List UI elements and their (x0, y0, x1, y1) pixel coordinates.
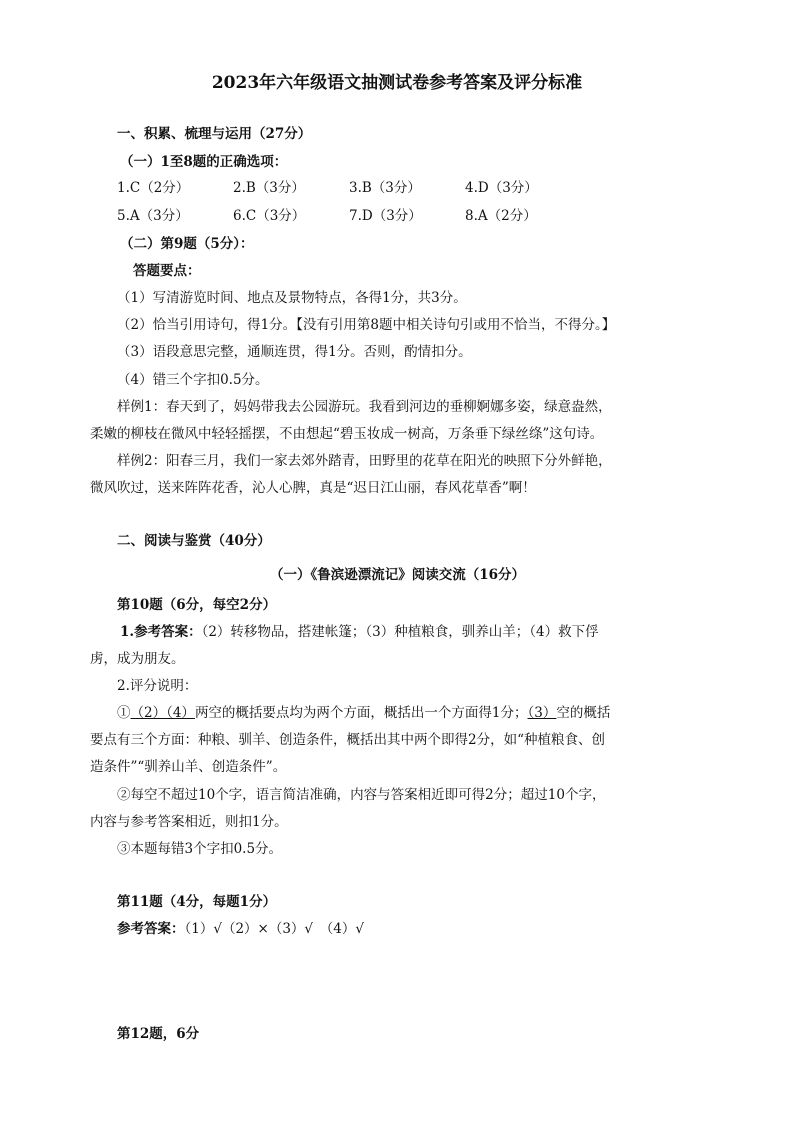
question-10-heading: 第10题（6分，每空2分） (117, 597, 277, 613)
rule-2-line-1: ②每空不超过10个字，语言简洁准确，内容与答案相近即可得2分；超过10个字， (117, 787, 606, 803)
page-title: 2023年六年级语文抽测试卷参考答案及评分标准 (211, 73, 583, 93)
point-2: （2）恰当引用诗句，得1分。【没有引用第8题中相关诗句引或用不恰当，不得分。】 (117, 317, 616, 333)
example-2-line-1: 样例2：阳春三月，我们一家去郊外踏青，田野里的花草在阳光的映照下分外鲜艳， (117, 453, 612, 469)
points-label: 答题要点： (133, 263, 201, 279)
rule-1-underline-1: （2）（4） (130, 705, 195, 721)
answer-label: 1.参考答案： (120, 624, 202, 640)
point-1: （1）写清游览时间、地点及景物特点，各得1分，共3分。 (117, 290, 467, 306)
question-11-heading: 第11题（4分，每题1分） (117, 894, 277, 910)
rule-3: ③本题每错3个字扣0.5分。 (117, 841, 283, 857)
rule-1-line-3: 造条件”“驯养山羊、创造条件”。 (90, 759, 287, 775)
example-1-line-1: 样例1：春天到了，妈妈带我去公园游玩。我看到河边的垂柳婀娜多姿，绿意盎然， (117, 399, 612, 415)
question-11-answer (117, 920, 364, 938)
answer-text: （2）转移物品，搭建帐篷；（3）种植粮食，驯养山羊；（4）救下俘 (201, 624, 599, 640)
answer-6: 6.C（3分） (233, 208, 306, 224)
rule-1-line-1 (117, 704, 610, 722)
point-3: （3）语段意思完整，通顺连贯，得1分。否则，酌情扣分。 (117, 344, 472, 360)
answer-5: 5.A（3分） (117, 208, 189, 224)
answer-3: 3.B（3分） (349, 180, 421, 196)
answer-1: 1.C（2分） (117, 180, 190, 196)
example-1-line-2: 柔嫩的柳枝在微风中轻轻摇摆，不由想起“碧玉妆成一树高，万条垂下绿丝绦”这句诗。 (90, 426, 604, 442)
answer-4: 4.D（3分） (465, 180, 538, 196)
rule-1-underline-2: （3） (527, 705, 557, 721)
subsection-2-heading: （二）第9题（5分）： (120, 236, 254, 252)
question-10-answer-cont: 虏，成为朋友。 (90, 651, 185, 667)
answer-8: 8.A（2分） (465, 208, 537, 224)
question-12-heading: 第12题，6分 (117, 1026, 200, 1042)
example-2-line-2: 微风吹过，送来阵阵花香，沁人心脾，真是“迟日江山丽，春风花草香”啊！ (90, 480, 536, 496)
answer-2: 2.B（3分） (233, 180, 305, 196)
answer-7: 7.D（3分） (349, 208, 422, 224)
rule-1-mid: 两空的概括要点均为两个方面，概括出一个方面得1分； (194, 705, 528, 721)
rule-1-line-2: 要点有三个方面：种粮、驯羊、创造条件，概括出其中两个即得2分，如“种植粮食、创 (90, 732, 605, 748)
scoring-label: 2.评分说明： (117, 678, 198, 694)
subsection-1-heading: （一）1至8题的正确选项： (120, 154, 288, 170)
answer-text: （1）√（2）×（3）√ （4）√ (184, 921, 364, 937)
section-2-heading: 二、阅读与鉴赏（40分） (117, 533, 271, 549)
question-10-answer (120, 623, 599, 641)
point-4: （4）错三个字扣0.5分。 (117, 372, 269, 388)
section-1-heading: 一、积累、梳理与运用（27分） (117, 126, 312, 142)
rule-1-post: 空的概括 (556, 705, 611, 721)
subsection-reading-heading: （一）《鲁滨逊漂流记》阅读交流（16分） (270, 567, 526, 583)
rule-2-line-2: 内容与参考答案相近，则扣1分。 (90, 814, 288, 830)
answer-label: 参考答案： (117, 921, 185, 937)
rule-1-marker: ① (117, 705, 131, 721)
